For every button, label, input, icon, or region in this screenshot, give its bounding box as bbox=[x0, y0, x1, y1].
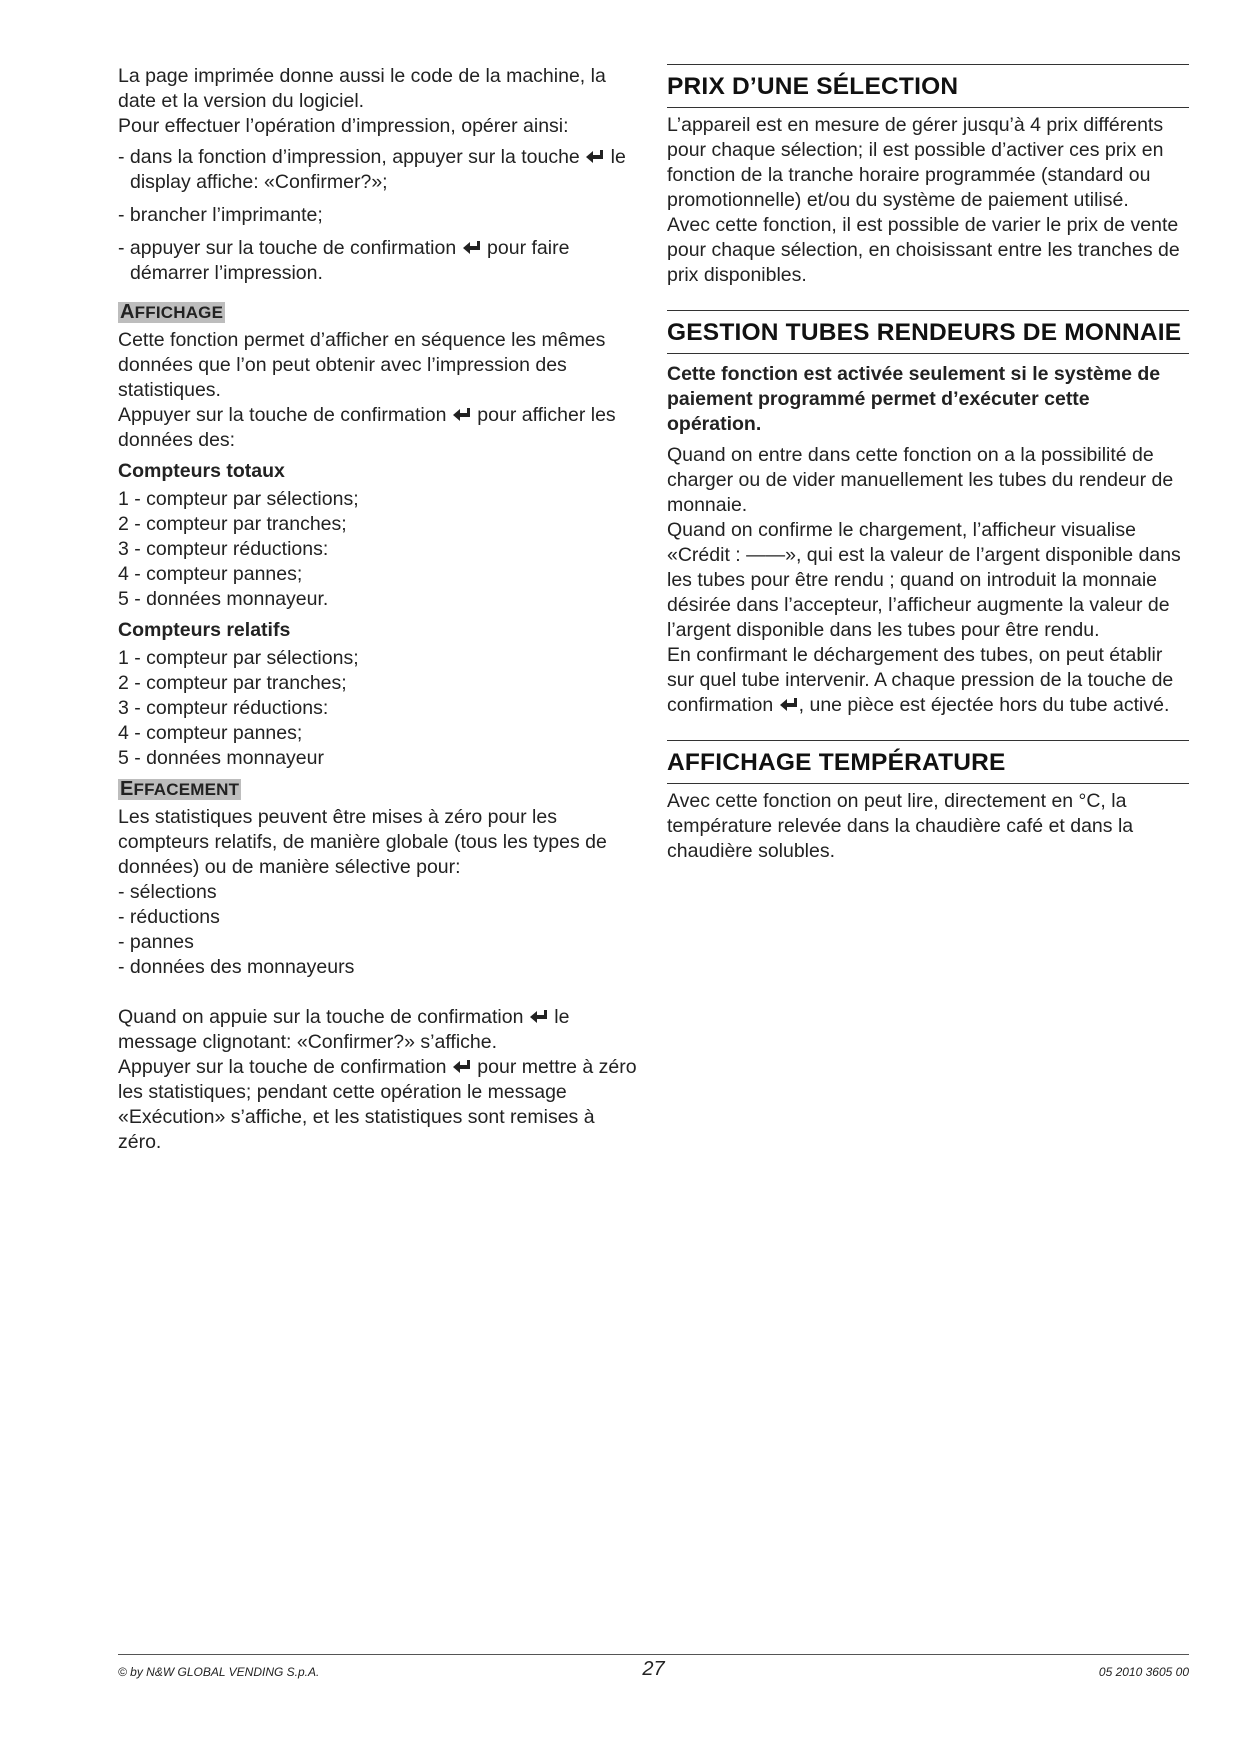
effacement-text-2: Quand on appuie sur la touche de confirmation le message clignotant: «Confirmer?» s’affiche. bbox=[118, 1006, 570, 1053]
list-item: - données des monnayeurs bbox=[118, 956, 355, 978]
intro-text-1: La page imprimée donne aussi le code de la machine, la date et la version du logiciel. bbox=[118, 65, 606, 112]
document-code: 05 2010 3605 00 bbox=[1098, 1665, 1189, 1679]
list-item: 5 - données monnayeur bbox=[118, 747, 324, 769]
effacement-text-3: Appuyer sur la touche de confirmation pour mettre à zéro les statistiques; pendant cette opération le message «Exécution» s’affiche, et les statistiques sont remises à zéro. bbox=[118, 1056, 637, 1153]
enter-key-icon bbox=[779, 697, 799, 713]
list-item: 5 - données monnayeur. bbox=[118, 588, 329, 610]
effacement-subheading: EFFACEMENT bbox=[120, 778, 240, 800]
footer-copyright: © by N&W GLOBAL VENDING S.p.A. bbox=[118, 1665, 320, 1679]
gestion-text-1: Quand on entre dans cette fonction on a la possibilité de charger ou de vider manuellement les tubes du rendeur de monnaie. bbox=[667, 444, 1174, 516]
left-column bbox=[118, 64, 638, 1155]
gestion-heading: GESTION TUBES RENDEURS DE MONNAIE bbox=[667, 310, 1189, 354]
print-step-3: - appuyer sur la touche de confirmation pour faire démarrer l’impression. bbox=[118, 237, 570, 284]
right-column bbox=[667, 64, 1189, 864]
affichage-subheading: AFFICHAGE bbox=[120, 301, 224, 323]
prix-heading: PRIX D’UNE SÉLECTION bbox=[667, 64, 1189, 108]
prix-text-1: L’appareil est en mesure de gérer jusqu’à 4 prix différents pour chaque sélection; il est possible d’activer ces prix en fonction de la tranche horaire programmée (standard ou promotionnelle) et/ou du système de paiement utilisé. bbox=[667, 114, 1164, 211]
print-step-2: - brancher l’imprimante; bbox=[118, 204, 323, 226]
effacement-text-1: Les statistiques peuvent être mises à zéro pour les compteurs relatifs, de manière globale (tous les types de données) ou de manière sélective pour: bbox=[118, 806, 607, 878]
gestion-intro: Cette fonction est activée seulement si le système de paiement programmé permet d’exécuter cette opération. bbox=[667, 363, 1161, 435]
temperature-heading: AFFICHAGE TEMPÉRATURE bbox=[667, 740, 1189, 784]
list-item: 2 - compteur par tranches; bbox=[118, 513, 347, 535]
enter-key-icon bbox=[585, 149, 605, 165]
enter-key-icon bbox=[452, 407, 472, 423]
list-item: 3 - compteur réductions: bbox=[118, 697, 329, 719]
list-item: 2 - compteur par tranches; bbox=[118, 672, 347, 694]
page-footer bbox=[118, 1654, 1189, 1685]
enter-key-icon bbox=[529, 1009, 549, 1025]
gestion-text-2: Quand on confirme le chargement, l’afficheur visualise «Crédit : ——», qui est la valeur de l’argent disponible dans les tubes pour être rendu ; quand on introduit la monnaie désirée dans l’accepteur, l’afficheur augmente la valeur de l’argent disponible dans les tubes pour être rendu. bbox=[667, 519, 1181, 641]
intro-text-2: Pour effectuer l’opération d’impression, opérer ainsi: bbox=[118, 115, 569, 137]
compteurs-relatifs-heading: Compteurs relatifs bbox=[118, 619, 291, 641]
compteurs-totaux-heading: Compteurs totaux bbox=[118, 460, 285, 482]
list-item: 1 - compteur par sélections; bbox=[118, 488, 359, 510]
print-step-1: - dans la fonction d’impression, appuyer sur la touche le display affiche: «Confirmer?»; bbox=[118, 146, 626, 193]
list-item: 1 - compteur par sélections; bbox=[118, 647, 359, 669]
list-item: 4 - compteur pannes; bbox=[118, 722, 303, 744]
affichage-text-1: Cette fonction permet d’afficher en séquence les mêmes données que l’on peut obtenir avec l’impression des statistiques. bbox=[118, 329, 606, 401]
list-item: - sélections bbox=[118, 881, 217, 903]
gestion-text-3: En confirmant le déchargement des tubes, on peut établir sur quel tube intervenir. A chaque pression de la touche de confirmation , une pièce est éjectée hors du tube activé. bbox=[667, 644, 1174, 716]
list-item: - réductions bbox=[118, 906, 220, 928]
affichage-text-2: Appuyer sur la touche de confirmation pour afficher les données des: bbox=[118, 404, 616, 451]
page-number: 27 bbox=[642, 1658, 665, 1680]
list-item: 4 - compteur pannes; bbox=[118, 563, 303, 585]
temperature-text-1: Avec cette fonction on peut lire, directement en °C, la température relevée dans la chaudière café et dans la chaudière solubles. bbox=[667, 790, 1134, 862]
enter-key-icon bbox=[462, 240, 482, 256]
enter-key-icon bbox=[452, 1059, 472, 1075]
list-item: 3 - compteur réductions: bbox=[118, 538, 329, 560]
prix-text-2: Avec cette fonction, il est possible de varier le prix de vente pour chaque sélection, en choisissant entre les tranches de prix disponibles. bbox=[667, 214, 1180, 286]
list-item: - pannes bbox=[118, 931, 194, 953]
